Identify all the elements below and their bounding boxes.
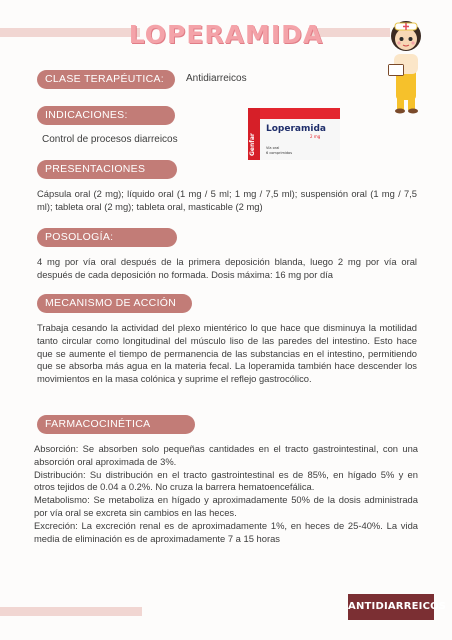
- clase-terapeutica-value: Antidiarreicos: [186, 73, 247, 84]
- mecanismo-label: MECANISMO DE ACCIÓN: [37, 294, 192, 313]
- product-route: Vía oral: [266, 146, 280, 150]
- presentaciones-label: PRESENTACIONES: [37, 160, 177, 179]
- farmacocinetica-metabolismo: Metabolismo: Se metaboliza en hígado y aproximadamente 50% de la dosis administrada por vía oral se excreta sin cambios en las heces.: [34, 494, 418, 518]
- product-brand: Genfar: [249, 133, 256, 156]
- indicaciones-text: Control de procesos diarreicos: [42, 134, 178, 145]
- presentaciones-text: Cápsula oral (2 mg); líquido oral (1 mg / 5 ml; 1 mg / 7,5 ml); suspensión oral (1 mg / 7,5 ml); tableta oral (2 mg); tableta oral, masticable (2 mg): [37, 188, 417, 212]
- bottom-rule: [0, 607, 142, 616]
- farmacocinetica-text: [34, 443, 418, 545]
- clase-terapeutica-label: CLASE TERAPÉUTICA:: [37, 70, 175, 89]
- posologia-label: POSOLOGÍA:: [37, 228, 177, 247]
- mecanismo-text: Trabaja cesando la actividad del plexo mientérico lo que hace que disminuya la motilidad tanto circular como longitudinal del músculo liso de las paredes del intestino. Esto hace que se aumente el tiempo de permanencia de las substancias en el intestino, permitiendo que se absorba más agua en la materia fecal. La loperamida también hace descender los movimientos en la masa colónica y suprime el reflejo gastrocólico.: [37, 322, 417, 385]
- pharmacist-character-icon: [378, 8, 434, 114]
- farmacocinetica-label: FARMACOCINÉTICA: [37, 415, 195, 434]
- farmacocinetica-excrecion: Excreción: La excreción renal es de aproximadamente 1%, en heces de 25-40%. La vida media de eliminación es de aproximadamente 7 a 15 horas: [34, 519, 418, 544]
- category-badge: ANTIDIARREICOS: [348, 594, 434, 620]
- indicaciones-label: INDICACIONES:: [37, 106, 175, 125]
- product-dose: 2 mg: [310, 134, 321, 139]
- product-name: Loperamida: [266, 124, 326, 134]
- product-box-image: [248, 108, 340, 160]
- product-count: 6 comprimidos: [266, 151, 293, 155]
- farmacocinetica-distribucion: Distribución: Su distribución en el tracto gastrointestinal es de 85%, en hígado 5% y en otros tejidos de 0.04 a 0.2%. No cruza la barrera hematoencefálica.: [34, 468, 418, 493]
- posologia-text: 4 mg por vía oral después de la primera deposición blanda, luego 2 mg por vía oral después de cada deposición no formada. Dosis máxima: 16 mg por día: [37, 256, 417, 280]
- farmacocinetica-absorcion: Absorción: Se absorben solo pequeñas cantidades en el tracto gastrointestinal, con una absorción oral aproximada de 3%.: [34, 443, 418, 467]
- page-title: LOPERAMIDA: [128, 20, 324, 49]
